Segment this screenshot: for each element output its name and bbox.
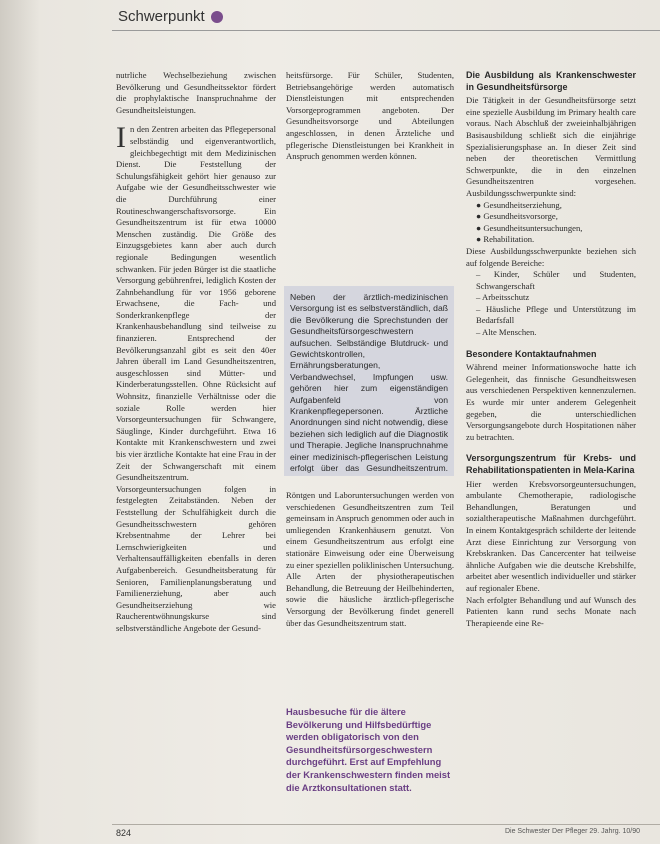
col2-bottom-text: Röntgen und Laboruntersuchungen werden von verschiedenen Gesundheitszentren zum Teil gemeinsam in Anspruch genommen oder auch in umliegenden Krankenhäusern genutzt. Von einem Gesundheitszentrum aus erfolgt eine stationäre Einweisung oder eine Überweisung zu einer speziellen poliklinischen Untersuchung. Alle Arten der physiotherapeutischen Behandlung, die Betreuung der Heilbehinderten, sowie die häusliche ärztlich-pflegerische Versorgung der Bevölkerung findet generell über das Gesundheitszentrum statt. [286, 490, 454, 628]
pull-quote: Hausbesuche für die ältere Bevölkerung und Hilfsbedürftige werden obligatorisch von den Gesundheitsfürsorgeschwestern durchgeführt. Erst auf Empfehlung der Krankenschwestern finden meist die Arztkonsultationen statt. [286, 706, 451, 793]
list-item: ● Gesundheitsuntersuchungen, [476, 222, 583, 233]
col1-paragraph-2: Vorsorgeuntersuchungen folgen in festgelegten Zeitabständen. Neben der Feststellung der Schulfähigkeit durch die Gesundheitsschwestern gehören Krebsentnahme der Lehrer bei Lernschwierigkeiten und Verhaltensauffälligkeiten ebenfalls in deren Aufgabenbereich. Gesundheitsberatung für Senioren, Familienplanungsberatung und Familienerziehung, aber auch Gesundheitserziehung wie Raucherentwöhnungskurse sind selbstverständliche Angebote der Gesund- [116, 483, 276, 633]
col3-paragraph-3: Während meiner Informationswoche hatte ich Gelegenheit, das finnische Gesundheitswesen aus verschiedenen Perspektiven kennenzulernen. Es wurde mir unter anderem Gelegenheit gegeben, die unterschiedlichen Versorgungsangebote durch Hospitationen näher zu betrachten. [466, 362, 636, 442]
highlight-box [284, 286, 454, 476]
list-item: ● Gesundheitsvorsorge, [476, 211, 558, 222]
column-3 [466, 70, 636, 822]
col3-heading-1: Die Ausbildung als Krankenschwester in Gesundheitsfürsorge [466, 70, 636, 92]
section-title: Schwerpunkt [118, 8, 205, 25]
col3-heading-2: Besondere Kontaktaufnahmen [466, 348, 597, 359]
col3-paragraph-1: Die Tätigkeit in der Gesundheitsfürsorge setzt eine spezielle Ausbildung im Primary health care voraus. Nach Abschluß der zweieinhalbjährigen Basisausbildung schließt sich die einjährige Spezialisierungsphase an. In dieser Zeit sind neben der theoretischen Vermittlung Schwerpunkte, die in den einzelnen Gesundheitszentren vorgesehen. Ausbildungsschwerpunkte sind: [466, 95, 636, 198]
col3-paragraph-5: Nach erfolgter Behandlung und auf Wunsch des Patienten kann rund sechs Monate nach Therapieende eine Re- [466, 594, 636, 628]
header-rule [112, 30, 660, 31]
highlight-box-text: Neben der ärztlich-medizinischen Versorgung ist es selbstverständlich, daß die Bevölkerung die Sprechstunden der Gesundheitsfürsorgeschwestern aufsuchen. Selbständige Blutdruck- und Gewichtskontrollen, Ernährungsberatungen, Verbandwechsel, Impfungen usw. gehören hier zum eigenständigen Aufgabenfeld von Krankenpflegepersonen. Ärztliche Anordnungen sind nicht notwendig, diese beziehen sich lediglich auf die Diagnostik und Therapie. Jegliche Inanspruchnahme einer medizinisch-pflegerischen Leistung erfolgt über das Gesundheitszentrum. [290, 292, 448, 474]
col1-intro: nutrliche Wechselbeziehung zwischen Bevölkerung und Gesundheitssektor fördert die prophylaktische Inanspruchnahme der Gesundheitsleistungen. [116, 70, 276, 115]
col2-top-text: heitsfürsorge. Für Schüler, Studenten, Betriebsangehörige werden automatisch Dienstleistungen mit entsprechenden Vorsorgeprogrammen angeboten. Der Gesundheitsvorsorge und Abteilungen angeschlossen, in denen Ärzteliche und pflegerische Dienstleistungen bei Krankheit in Anspruch genommen werden können. [286, 70, 454, 162]
journal-footer: Die Schwester Der Pfleger 29. Jahrg. 10/90 [504, 828, 640, 835]
footer-rule [112, 824, 660, 825]
page-number: 824 [116, 828, 132, 838]
list-item: ● Gesundheitserziehung, [476, 199, 562, 210]
list-item: – Kinder, Schüler und Studenten, Schwangerschaft [476, 269, 636, 291]
section-header [118, 8, 223, 25]
col3-paragraph-4: Hier werden Krebsvorsorgeuntersuchungen, ambulante Chemotherapie, radiologische Behandlungen, Beratungen und sozialtherapeutische Maßnahmen durchgeführt. In einem Kontaktgespräch schilderte der leitende Arzt diese Einrichtung zur Versorgung von Krebskranken. Das Cancercenter hat teilweise ähnliche Aufgaben wie die deutsche Krebshilfe, arbeitet aber wesentlich individueller und stärker auf regionaler Ebene. [466, 478, 636, 593]
list-item: ● Rehabilitation. [476, 234, 535, 245]
col1-paragraph-1 [116, 121, 276, 483]
col3-dash-list [466, 269, 636, 339]
col1-paragraph-1-text: n den Zentren arbeiten das Pflegepersonal selbständig und eigenverantwortlich, gleichbegechtigt mit dem Medizinischen Dienst. Die Feststellung der Schulungsfähigkeit gehört hier genauso zur Aufgabe wie der Gesundheitsschwester wie die Durchführung einer Routineschwangerschaftsvorsorge. Ein Gesundheitszentrum ist für etwa 10000 Menschen zuständig. Die Größe des Einzugsgebietes kann aber auch durch regionale Bedingungen wesentlich schwanken. Für jeden Bürger ist die staatliche Versorgung gebührenfrei, lediglich Kosten der Zahnbehandlung für vor 1956 geborene Erwachsene, die Fach- und Sonderkrankenpflege der Krankenhausbehandlung sind teilweise zu finanzieren. Entsprechend der Bevölkerungsanzahl gibt es seit den 40er Jahren überall im Land Gesundheitszentren, ausgeschlossen sind Mütter- und Kinderberatungsstellen. Ohne Rücksicht auf Wohnsitz, finanzielle Verhältnisse oder die soziale Rolle werden hier Vorsorgeuntersuchungen für Schwangere, Säuglinge, Kinder durchgeführt. Etwa 16 Kontakte mit Krankenschwestern und zwei bis vier ärztliche Kontakte hat eine Frau in der Zeit der Schwangerschaft mit einem Gesundheitszentrum. [116, 124, 276, 483]
list-item: – Arbeitsschutz [476, 292, 530, 303]
column-2-bottom [286, 490, 454, 690]
col3-bullet-list [466, 200, 636, 246]
dropcap: I [116, 121, 126, 155]
col3-heading-3: Versorgungszentrum für Krebs- und Rehabilitationspatienten in Mela-Karina [466, 453, 636, 475]
binding-shadow [0, 0, 40, 844]
column-2-top [286, 70, 454, 280]
list-item: – Alte Menschen. [476, 327, 537, 338]
section-dot-icon [211, 11, 223, 23]
col3-paragraph-2: Diese Ausbildungsschwerpunkte beziehen sich auf folgende Bereiche: [466, 245, 636, 268]
column-1 [116, 70, 276, 822]
list-item: – Häusliche Pflege und Unterstützung im Bedarfsfall [476, 303, 636, 326]
